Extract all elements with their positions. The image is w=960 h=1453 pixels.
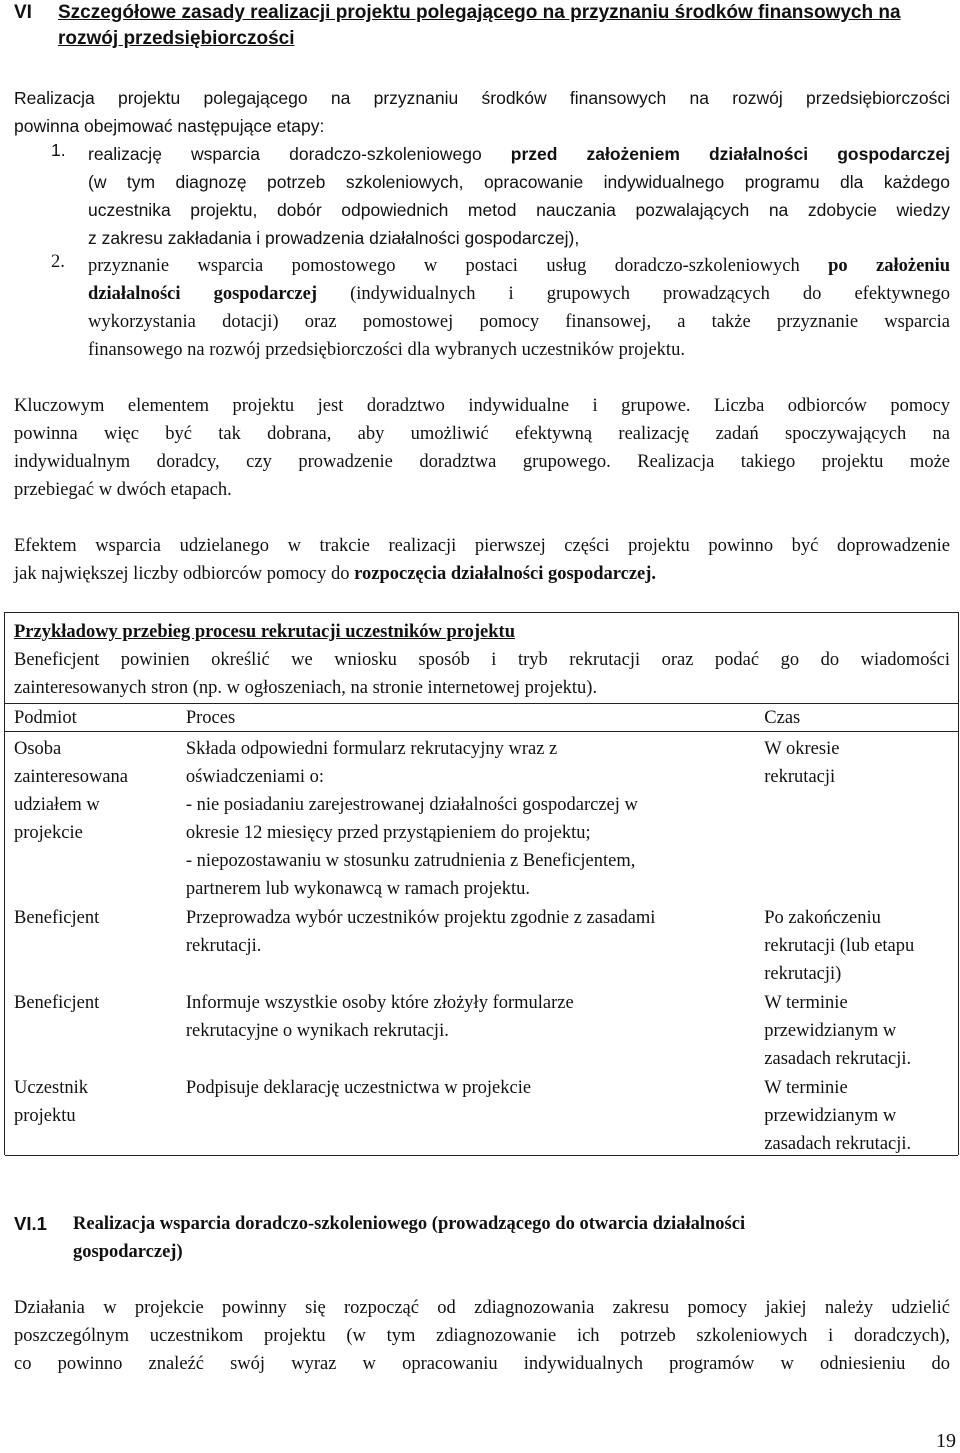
list-item-2-line-1 (88, 252, 950, 280)
table-row (5, 988, 960, 1073)
subsection-title (73, 1210, 953, 1266)
cell-line: Podpisuje deklarację uczestnictwa w projekcie (185, 1078, 532, 1098)
cell-line: projektu (14, 1106, 76, 1126)
list-item-2-number: 2. (51, 252, 65, 272)
list-item-2 (88, 252, 950, 364)
actions-paragraph (14, 1294, 950, 1378)
section-number: VI (14, 2, 32, 23)
para4-line-1: Działania w projekcie powinny się rozpocząć od zdiagnozowania zakresu pomocy jakiej należy udzielić (14, 1298, 950, 1318)
cell-line: zasadach rekrutacji. (764, 1134, 912, 1154)
effect-paragraph (14, 532, 950, 588)
table-row (5, 903, 960, 988)
section-title-line-2: rozwój przedsiębiorczości (58, 28, 295, 49)
page-number: 19 (936, 1430, 956, 1452)
recruitment-box-line-1: Beneficjent powinien określić we wniosku sposób i tryb rekrutacji oraz podać go do wiadomości (14, 650, 950, 670)
cell-line: Beneficjent (14, 908, 100, 928)
cell-line: zainteresowana (14, 767, 129, 787)
para2-line-3: indywidualnym doradcy, czy prowadzenie doradztwa grupowego. Realizacja takiego projektu może (14, 452, 950, 472)
cell-line: Informuje wszystkie osoby które złożyły formularze (185, 993, 574, 1013)
cell-line: W terminie (764, 1078, 848, 1098)
para3-line-1: Efektem wsparcia udzielanego w trakcie realizacji pierwszej części projektu powinno być doprowadzenie (14, 536, 950, 556)
list-item-1 (88, 140, 950, 252)
recruitment-box-title: Przykładowy przebieg procesu rekrutacji uczestników projektu (14, 622, 515, 642)
para4-line-3: co powinno znaleźć swój wyraz w opracowaniu indywidualnych programów w odniesieniu do (14, 1354, 950, 1374)
list-item-2-line-2 (88, 280, 950, 308)
cell-line: przewidzianym w (764, 1021, 897, 1041)
recruitment-table (5, 703, 960, 1158)
cell-line: - nie posiadaniu zarejestrowanej działalności gospodarczej w (185, 795, 638, 815)
cell-proces (177, 1073, 755, 1158)
list-item-1-bold: przed założeniem działalności gospodarczej (510, 144, 951, 164)
cell-line: Uczestnik (14, 1078, 88, 1098)
cell-line: - niepozostawaniu w stosunku zatrudnienia z Beneficjentem, (185, 851, 636, 871)
cell-line: projekcie (14, 823, 83, 843)
intro-paragraph (14, 84, 950, 140)
cell-line: oświadczeniami o: (185, 767, 325, 787)
para3-bold: rozpoczęcia działalności gospodarczej. (354, 564, 657, 584)
cell-podmiot (5, 1073, 177, 1158)
cell-line: Osoba (14, 739, 62, 759)
cell-line: zasadach rekrutacji. (764, 1049, 912, 1069)
cell-proces (177, 903, 755, 988)
cell-line: udziałem w (14, 795, 100, 815)
subsection-number: VI.1 (14, 1213, 47, 1234)
subsection-title-line-1: Realizacja wsparcia doradczo-szkoleniowego (prowadzącego do otwarcia działalności (73, 1214, 746, 1234)
list-item-2-bold: po założeniu (828, 256, 950, 276)
cell-line: rekrutacji (lub etapu (764, 936, 915, 956)
list-item-1-line-1 (88, 140, 950, 168)
cell-line: Beneficjent (14, 993, 100, 1013)
list-item-1-line-3: uczestnika projektu, dobór odpowiednich metod nauczania pozwalających na zdobycie wiedzy (88, 200, 950, 220)
cell-line: przewidzianym w (764, 1106, 897, 1126)
table-row (5, 1073, 960, 1158)
cell-podmiot (5, 734, 177, 903)
cell-line: W okresie (764, 739, 840, 759)
key-element-paragraph (14, 392, 950, 504)
cell-line: Składa odpowiedni formularz rekrutacyjny wraz z (185, 739, 558, 759)
cell-czas (755, 734, 960, 903)
list-item-1-number: 1. (51, 140, 66, 160)
header-proces: Proces (185, 708, 236, 728)
table-row (5, 734, 960, 903)
cell-podmiot (5, 903, 177, 988)
table-header-row (5, 703, 960, 732)
cell-line: Przeprowadza wybór uczestników projektu zgodnie z zasadami (185, 908, 656, 928)
box-top-border (5, 612, 958, 613)
cell-line: partnerem lub wykonawcą w ramach projektu. (185, 879, 531, 899)
list-item-2-bold-2: działalności gospodarczej (88, 284, 318, 304)
list-item-2-text: przyznanie wsparcia pomostowego w postaci usług doradczo-szkoleniowych (88, 256, 829, 276)
subsection-title-line-2: gospodarczej) (73, 1242, 183, 1262)
header-podmiot: Podmiot (14, 708, 77, 728)
cell-line: rekrutacji (764, 767, 836, 787)
para3-text: jak największej liczby odbiorców pomocy do (14, 564, 355, 584)
cell-czas (755, 903, 960, 988)
section-title-line-1: Szczegółowe zasady realizacji projektu polegającego na przyznaniu środków finansowych na (58, 2, 901, 23)
list-item-1-line-4: z zakresu zakładania i prowadzenia działalności gospodarczej), (88, 228, 580, 248)
header-czas: Czas (764, 708, 801, 728)
cell-line: rekrutacji) (764, 964, 842, 984)
para2-line-4: przebiegać w dwóch etapach. (14, 480, 232, 500)
cell-line: rekrutacji. (185, 936, 262, 956)
cell-line: Po zakończeniu (764, 908, 881, 928)
recruitment-box-intro (14, 618, 950, 702)
para2-line-1: Kluczowym elementem projektu jest doradztwo indywidualne i grupowe. Liczba odbiorców pomocy (14, 396, 950, 416)
cell-czas (755, 1073, 960, 1158)
intro-line-1: Realizacja projektu polegającego na przyznaniu środków finansowych na rozwój przedsiębiorczości (14, 88, 950, 108)
cell-podmiot (5, 988, 177, 1073)
list-item-2-line-3: wykorzystania dotacji) oraz pomostowej pomocy finansowej, a także przyznanie wsparcia (88, 312, 950, 332)
cell-czas (755, 988, 960, 1073)
cell-proces (177, 734, 755, 903)
cell-line: okresie 12 miesięcy przed przystąpieniem do projektu; (185, 823, 591, 843)
cell-line: rekrutacyjne o wynikach rekrutacji. (185, 1021, 449, 1041)
section-title (58, 0, 938, 52)
list-item-1-line-2: (w tym diagnozę potrzeb szkoleniowych, opracowanie indywidualnego programu dla każdego (88, 172, 950, 192)
para4-line-2: poszczególnym uczestnikom projektu (w tym zdiagnozowanie ich potrzeb szkoleniowych i doradczych), (14, 1326, 950, 1346)
intro-line-2: powinna obejmować następujące etapy: (14, 116, 325, 136)
cell-proces (177, 988, 755, 1073)
list-item-2-text-2: (indywidualnych i grupowych prowadzących do efektywnego (317, 284, 950, 304)
para3-line-2 (14, 560, 950, 588)
list-item-1-text: realizację wsparcia doradczo-szkoleniowego (88, 144, 511, 164)
para2-line-2: powinna więc być tak dobrana, aby umożliwić efektywną realizację zadań spoczywających na (14, 424, 950, 444)
recruitment-box-line-2: zainteresowanych stron (np. w ogłoszeniach, na stronie internetowej projektu). (14, 678, 598, 698)
list-item-2-line-4: finansowego na rozwój przedsiębiorczości dla wybranych uczestników projektu. (88, 340, 685, 360)
cell-line: W terminie (764, 993, 848, 1013)
